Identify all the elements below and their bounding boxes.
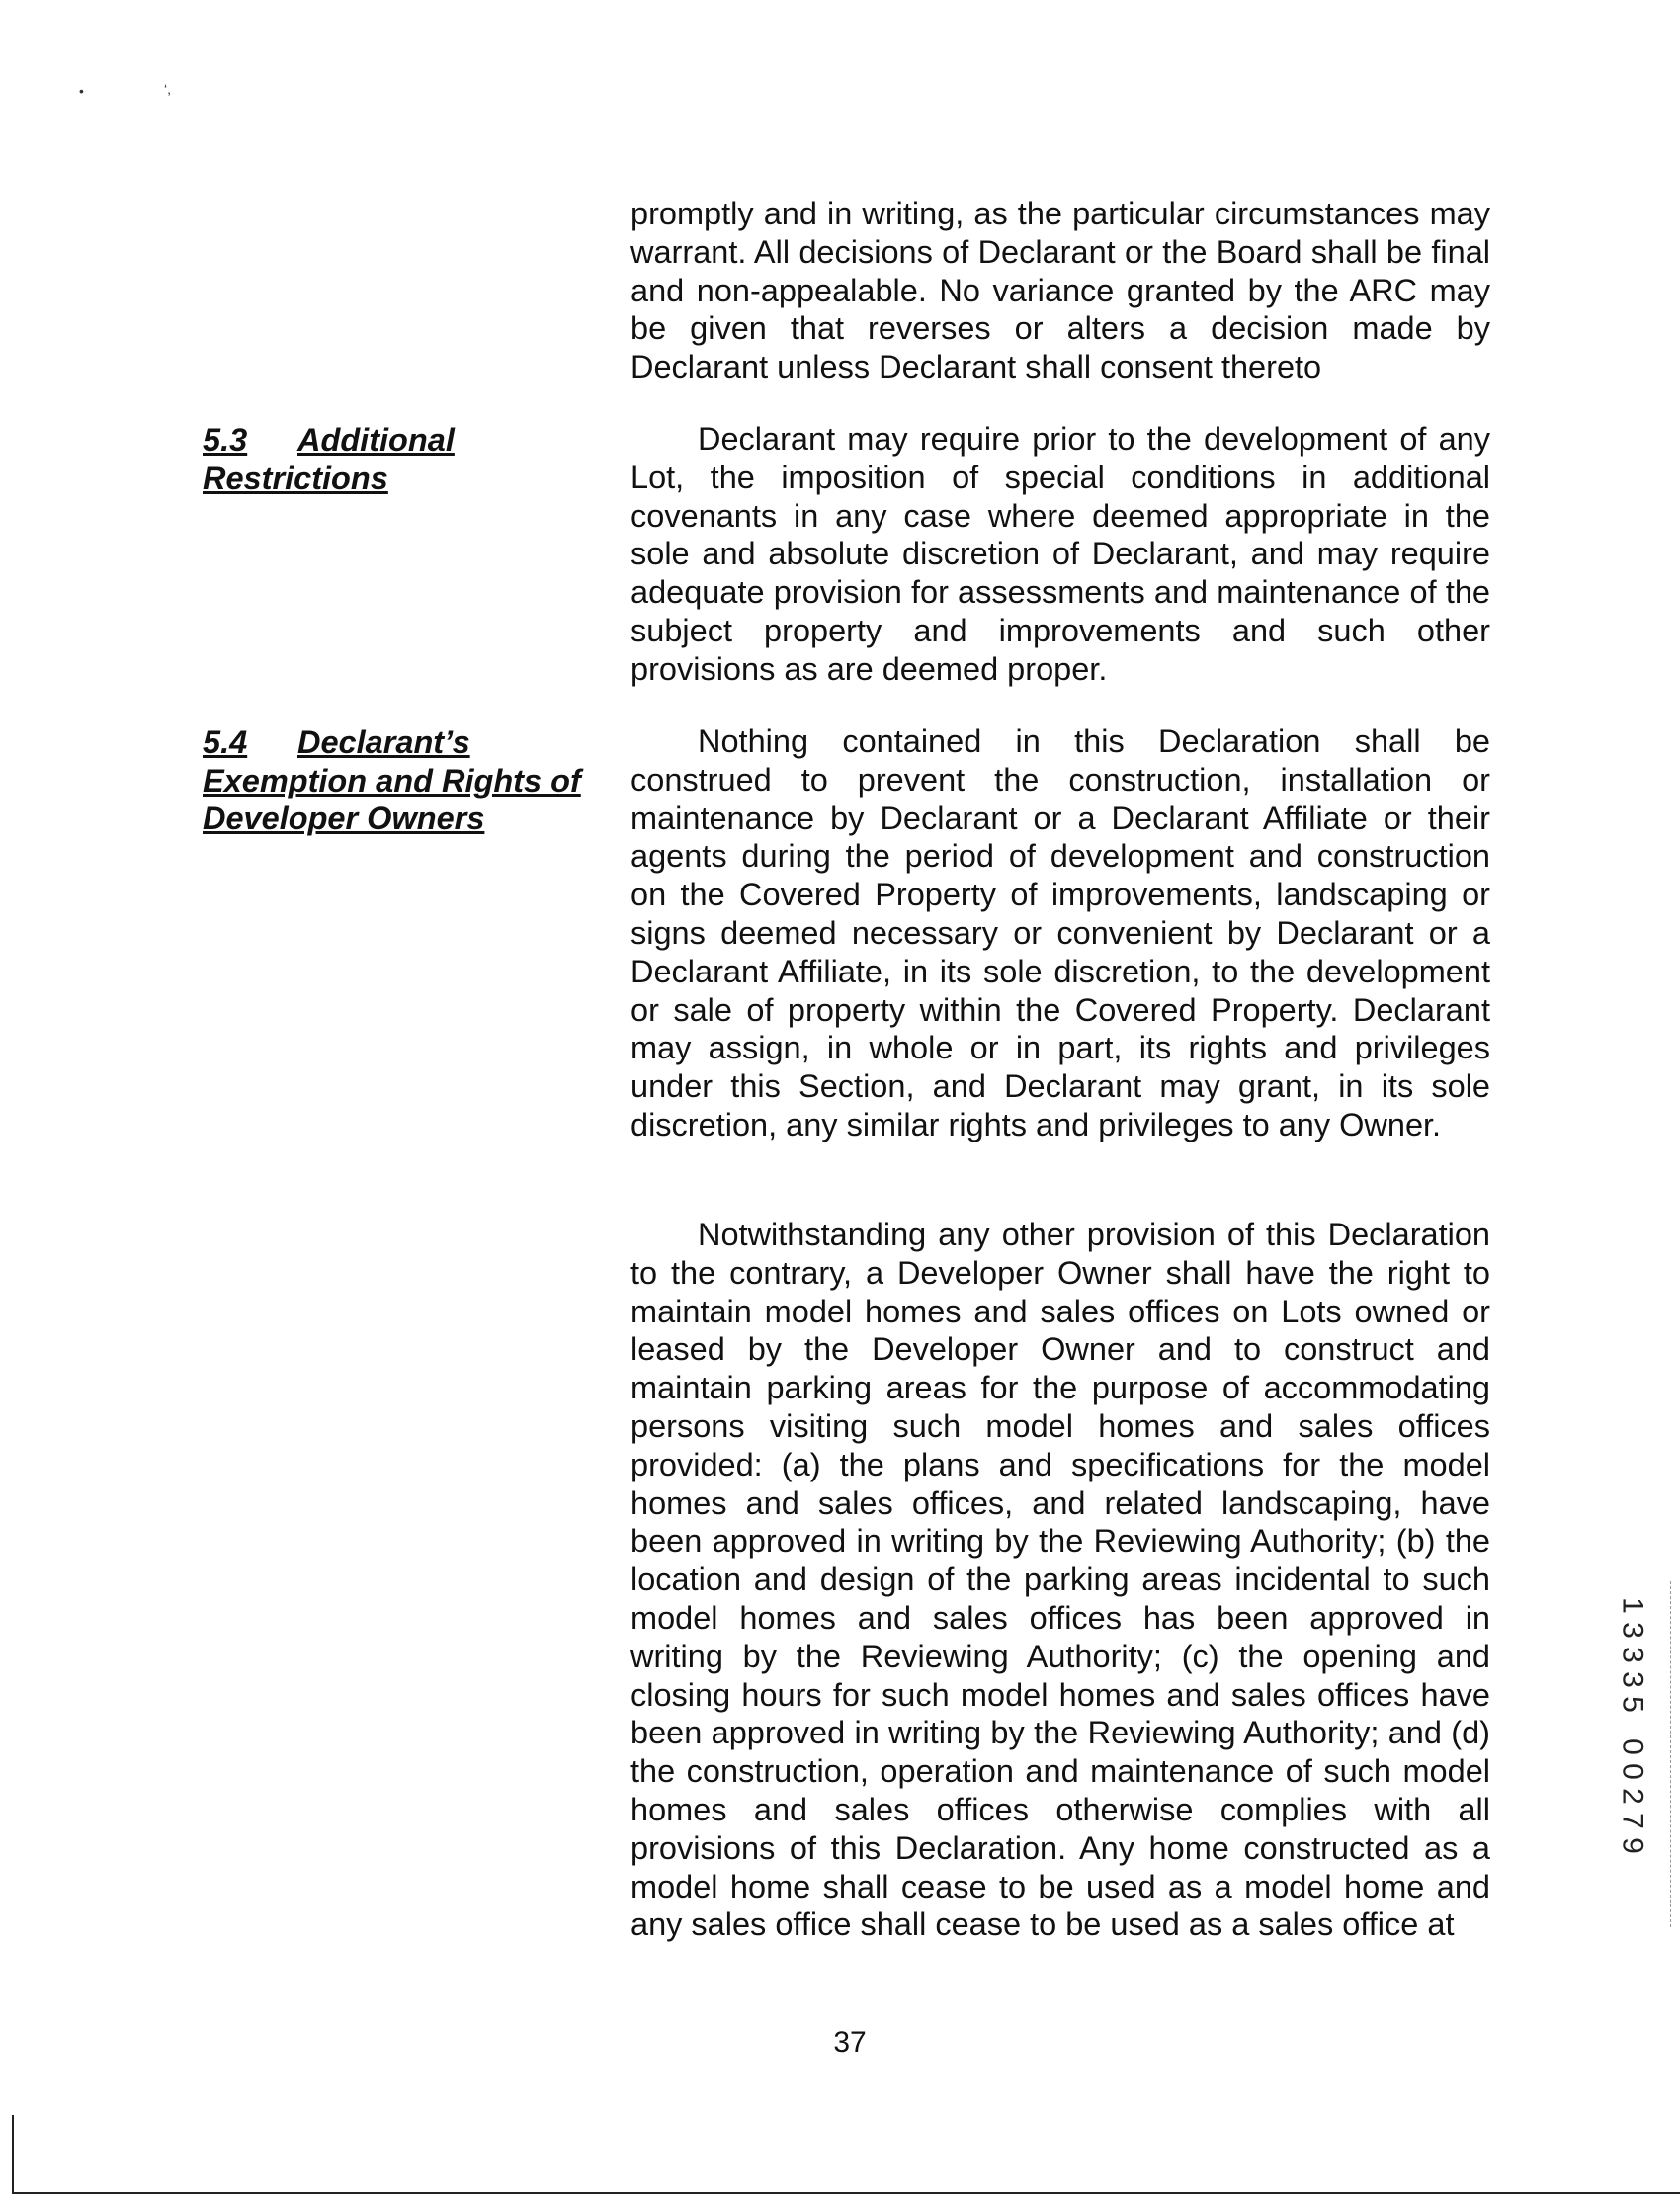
recording-number-part1 [1613, 1593, 1652, 1717]
recording-digit: 3 [1616, 1647, 1649, 1663]
section-5-4-paragraph-1: Nothing contained in this Declaration shall be construed to prevent the construction, installation or maintenance by Declarant or a Declarant Affiliate or their agents during the period of development and construction on the Covered Property of improvements, landscaping or signs deemed necessary or convenient by Declarant or a Declarant Affiliate, in its sole discretion, to the development or sale of property within the Covered Property. Declarant may assign, in whole or in part, its rights and privileges under this Section, and Declarant may grant, in its sole discretion, any similar rights and privileges to any Owner. [630, 723, 1490, 1142]
section-5-3-title-line2: Restrictions [203, 460, 388, 496]
section-5-4-heading [203, 723, 581, 838]
continuation-paragraph: promptly and in writing, as the particular circumstances may warrant. All decisions of Declarant or the Board shall be final and non-appealable. No variance granted by the ARC may be given that reverses or alters a decision made by Declarant unless Declarant shall consent thereto [630, 196, 1490, 385]
section-5-4-paragraph-2: Notwithstanding any other provision of this Declaration to the contrary, a Developer Owner shall have the right to maintain model homes and sales offices on Lots owned or leased by the Developer Owner and to construct and maintain parking areas for the purpose of accommodating persons visiting such model homes and sales offices provided: (a) the plans and specifications for the model homes and sales offices, and related landscaping, have been approved in writing by the Reviewing Authority; (b) the location and design of the parking areas incidental to such model homes and sales offices has been approved in writing by the Reviewing Authority; (c) the opening and closing hours for such model homes and sales offices have been approved in writing by the Reviewing Authority; and (d) the construction, operation and maintenance of such model homes and sales offices otherwise complies with all provisions of this Declaration. Any home constructed as a model home shall cease to be used as a model home and any sales office shall cease to be used as a sales office at [630, 1217, 1490, 1943]
section-5-4-title-line1: Declarant’s [297, 724, 470, 760]
recording-number [1613, 1593, 1652, 1858]
scan-edge-right [1670, 1581, 1671, 1927]
recording-digit: 0 [1616, 1738, 1649, 1755]
section-5-3-body: Declarant may require prior to the development of any Lot, the imposition of special conditions in additional covenants in any case where deemed appropriate in the sole and absolute discretion of Declarant, and may require adequate provision for assessments and maintenance of the subject property and improvements and such other provisions as are deemed proper. [630, 421, 1490, 687]
section-5-3-heading [203, 421, 455, 497]
recording-number-part2 [1613, 1734, 1652, 1858]
recording-digit: 1 [1616, 1597, 1649, 1614]
recording-digit: 3 [1616, 1671, 1649, 1688]
recording-digit: 9 [1616, 1837, 1649, 1854]
section-5-4-title-line2: Exemption and Rights of [203, 762, 581, 799]
scan-edge-bottom [12, 2192, 1680, 2194]
scan-edge-left [12, 2115, 14, 2194]
scan-speck-right: ‘, [164, 81, 171, 97]
section-5-4-title-line3: Developer Owners [203, 801, 485, 836]
section-5-3-title-line1: Additional [297, 422, 455, 458]
section-5-4-number: 5.4 [203, 724, 248, 760]
recording-digit: 0 [1616, 1763, 1649, 1780]
recording-digit: 3 [1616, 1622, 1649, 1639]
scan-speck-left: • [79, 83, 84, 99]
recording-digit: 7 [1616, 1813, 1649, 1829]
recording-digit: 2 [1616, 1788, 1649, 1805]
recording-digit: 5 [1616, 1696, 1649, 1713]
section-5-3-number: 5.3 [203, 422, 248, 458]
page-number: 37 [833, 2026, 867, 2059]
